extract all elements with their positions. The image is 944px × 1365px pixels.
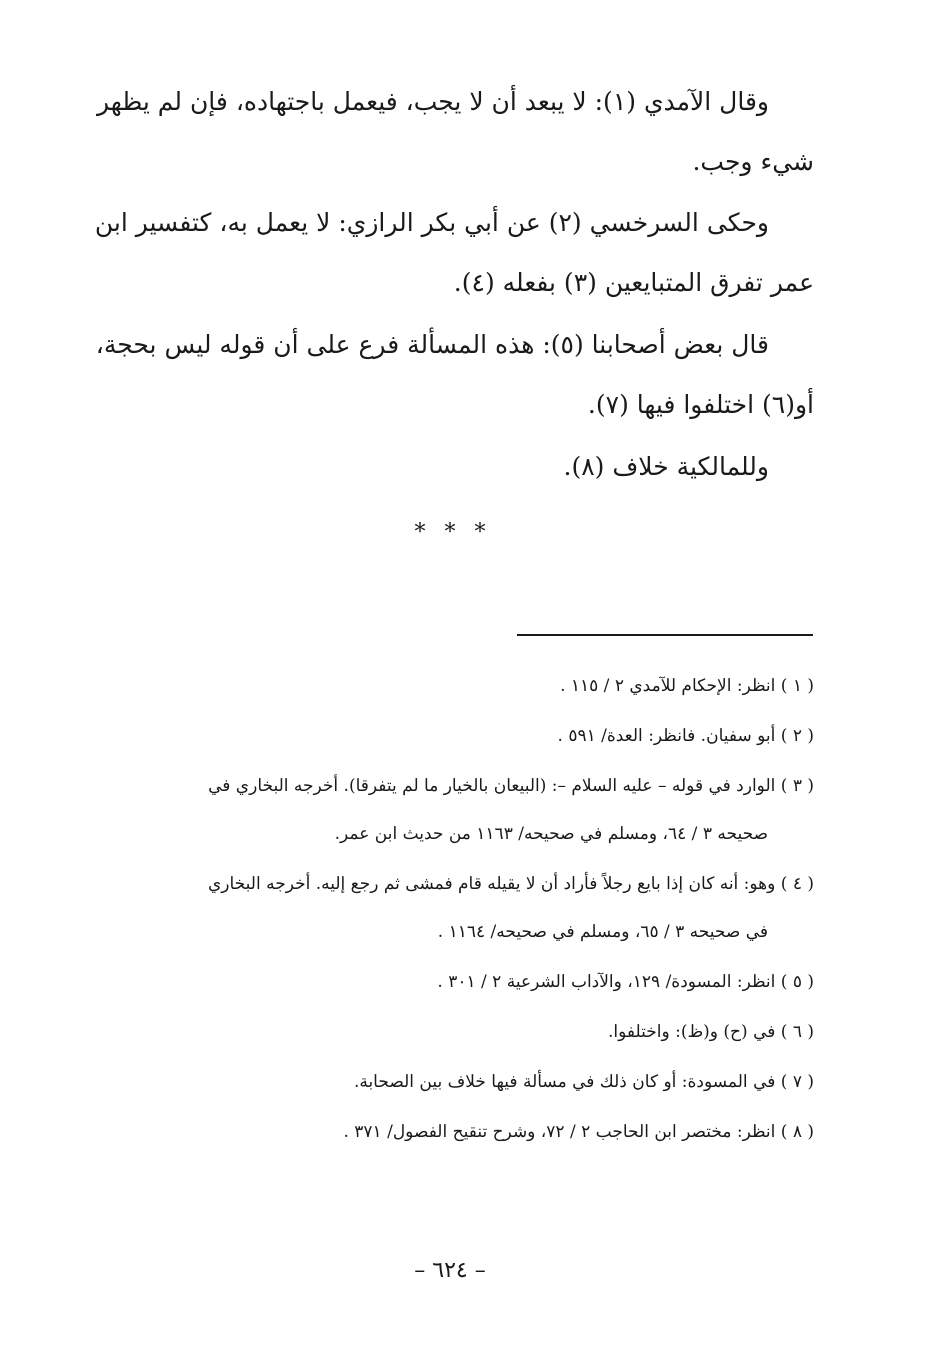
footnote-4 xyxy=(84,860,814,956)
footnote-6: ( ٦ ) في (ح) و(ظ): واختلفوا. xyxy=(607,1022,814,1042)
footnote-2: ( ٢ ) أبو سفيان. فانظر: العدة/ ٥٩١ . xyxy=(557,726,814,746)
paragraph-4-line-1: وللمالكية خلاف (٨). xyxy=(563,452,769,481)
section-separator: * * * xyxy=(414,520,492,545)
main-text-4 xyxy=(92,437,814,497)
page-number: – ٦٢٤ – xyxy=(414,1258,486,1283)
footnote-3-line-2: صحيحه ٣ / ٦٤، ومسلم في صحيحه/ ١١٦٣ من حديث ابن عمر. xyxy=(334,824,768,844)
footnote-5: ( ٥ ) انظر: المسودة/ ١٢٩، والآداب الشرعية ٢ / ٣٠١ . xyxy=(437,972,814,992)
main-text xyxy=(92,72,814,192)
paragraph-2 xyxy=(92,193,814,313)
paragraph-3-line-1: قال بعض أصحابنا (٥): هذه المسألة فرع على أن قوله ليس بحجة، xyxy=(95,330,769,359)
paragraph-3-line-2: أو(٦) اختلفوا فيها (٧). xyxy=(587,390,814,419)
footnote-7: ( ٧ ) في المسودة: أو كان ذلك في مسألة فيها خلاف بين الصحابة. xyxy=(353,1072,814,1092)
paragraph-1-line-2: شيء وجب. xyxy=(692,147,814,176)
main-text-2 xyxy=(92,193,814,313)
footnote-3-line-1: ( ٣ ) الوارد في قوله – عليه السلام –: (البيعان بالخيار ما لم يتفرقا). أخرجه البخاري في xyxy=(208,776,814,796)
main-text-3 xyxy=(92,315,814,435)
paragraph-2-line-1: وحكى السرخسي (٢) عن أبي بكر الرازي: لا يعمل به، كتفسير ابن xyxy=(94,208,769,237)
footnote-3 xyxy=(84,762,814,858)
paragraph-1-line-1: وقال الآمدي (١): لا يبعد أن لا يجب، فيعمل باجتهاده، فإن لم يظهر xyxy=(97,87,769,116)
paragraph-2-line-2: عمر تفرق المتبايعين (٣) بفعله (٤). xyxy=(453,268,814,297)
paragraph-3 xyxy=(92,315,814,435)
footnote-divider xyxy=(517,634,813,636)
footnote-4-line-2: في صحيحه ٣ / ٦٥، ومسلم في صحيحه/ ١١٦٤ . xyxy=(437,922,768,942)
footnotes xyxy=(84,662,814,1158)
footnote-8: ( ٨ ) انظر: مختصر ابن الحاجب ٢ / ٧٢، وشرح تنقيح الفصول/ ٣٧١ . xyxy=(343,1122,814,1142)
paragraph-1 xyxy=(92,72,814,192)
footnote-1: ( ١ ) انظر: الإحكام للآمدي ٢ / ١١٥ . xyxy=(560,676,814,696)
footnote-4-line-1: ( ٤ ) وهو: أنه كان إذا بايع رجلاً فأراد أن لا يقيله قام فمشى ثم رجع إليه. أخرجه البخاري xyxy=(207,874,814,894)
paragraph-4 xyxy=(92,437,814,497)
